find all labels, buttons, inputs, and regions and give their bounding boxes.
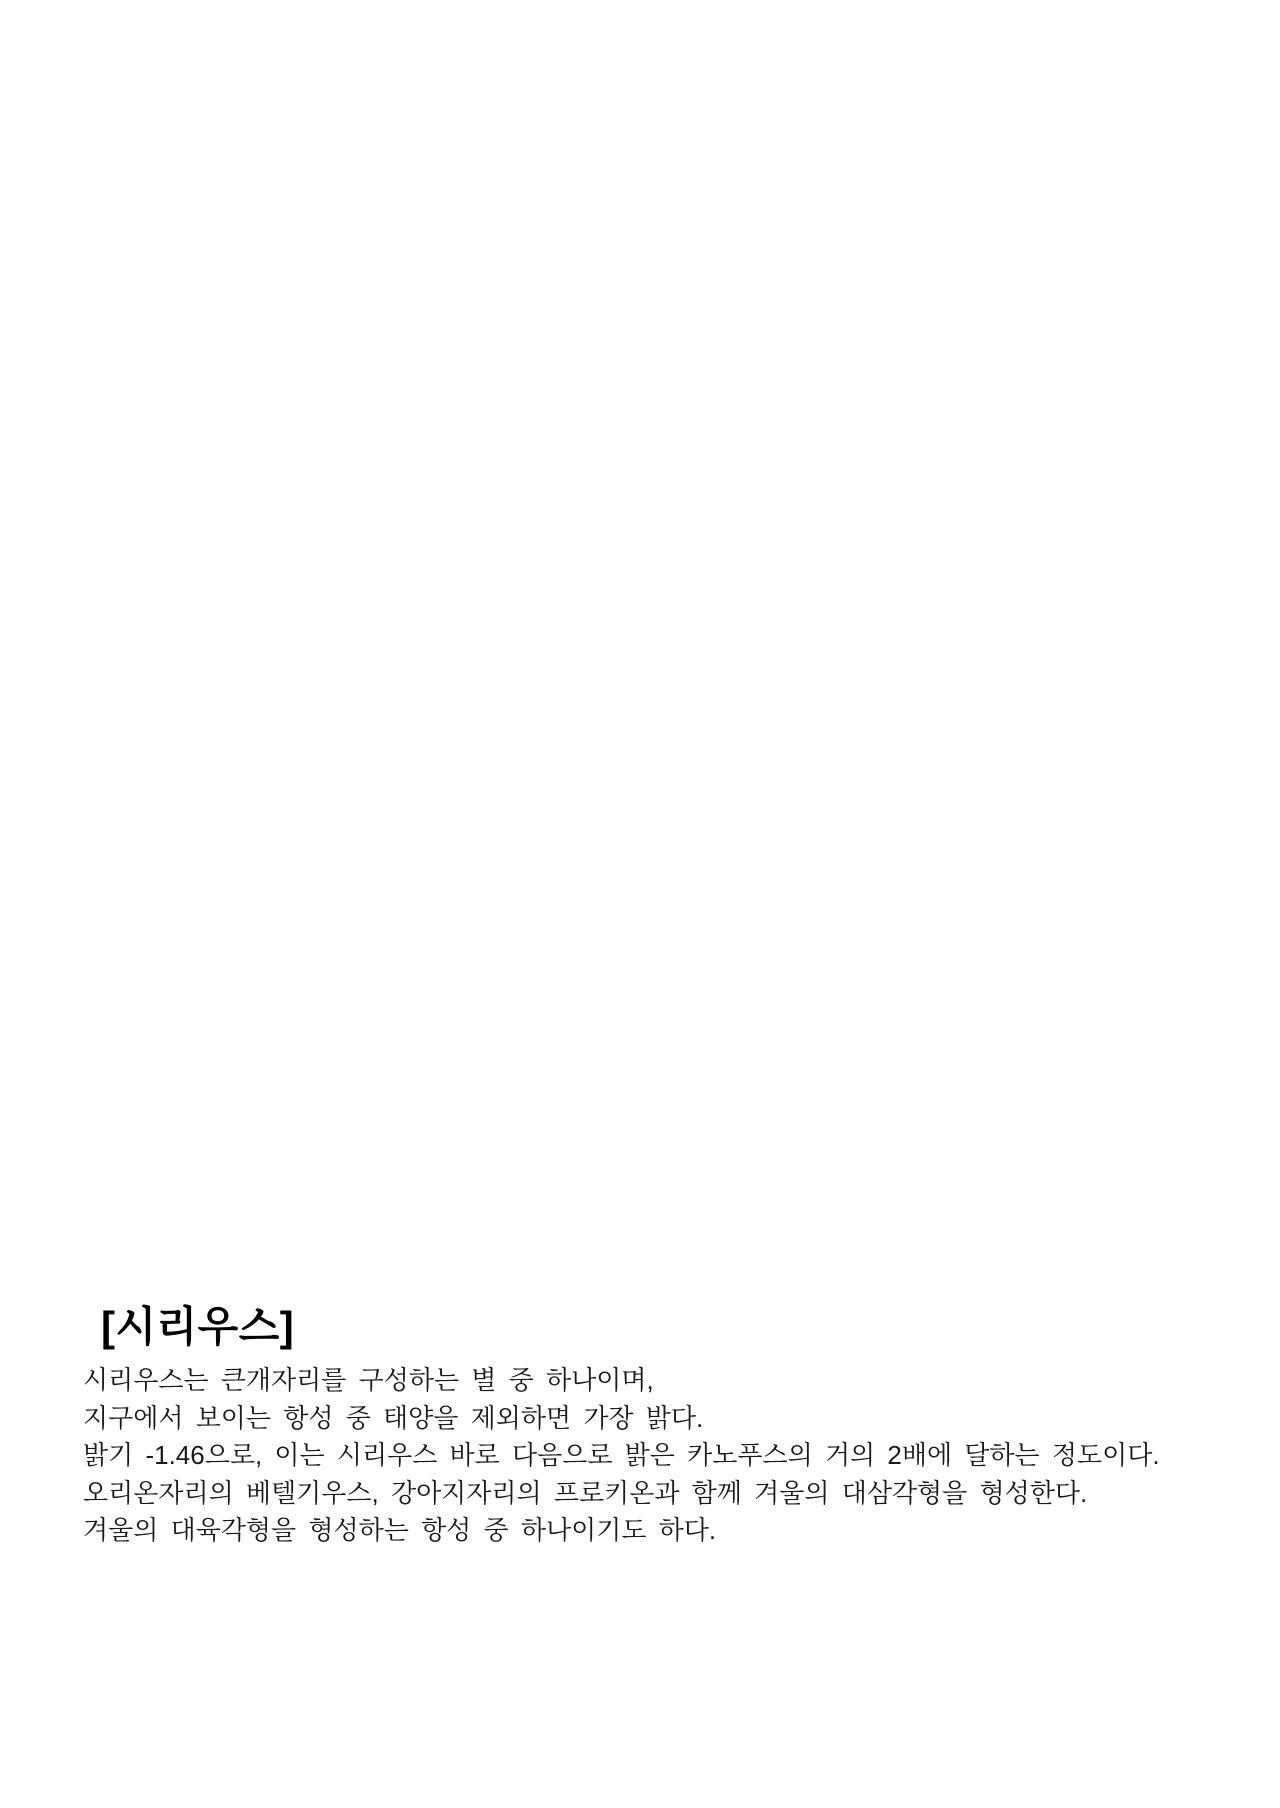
body-line-1: 시리우스는 큰개자리를 구성하는 별 중 하나이며,	[83, 1365, 654, 1395]
page-title: [시리우스]	[101, 1303, 295, 1350]
body-paragraph	[83, 1362, 1243, 1550]
body-line-4: 오리온자리의 베텔기우스, 강아지자리의 프로키온과 함께 겨울의 대삼각형을 형성한다.	[83, 1477, 1088, 1508]
body-line-2: 지구에서 보이는 항성 중 태양을 제외하면 가장 밝다.	[83, 1402, 704, 1433]
body-line-5: 겨울의 대육각형을 형성하는 항성 중 하나이기도 하다.	[83, 1515, 717, 1545]
body-line-3: 밝기 -1.46으로, 이는 시리우스 바로 다음으로 밝은 카노푸스의 거의 2배에 달하는 정도이다.	[83, 1440, 1160, 1470]
